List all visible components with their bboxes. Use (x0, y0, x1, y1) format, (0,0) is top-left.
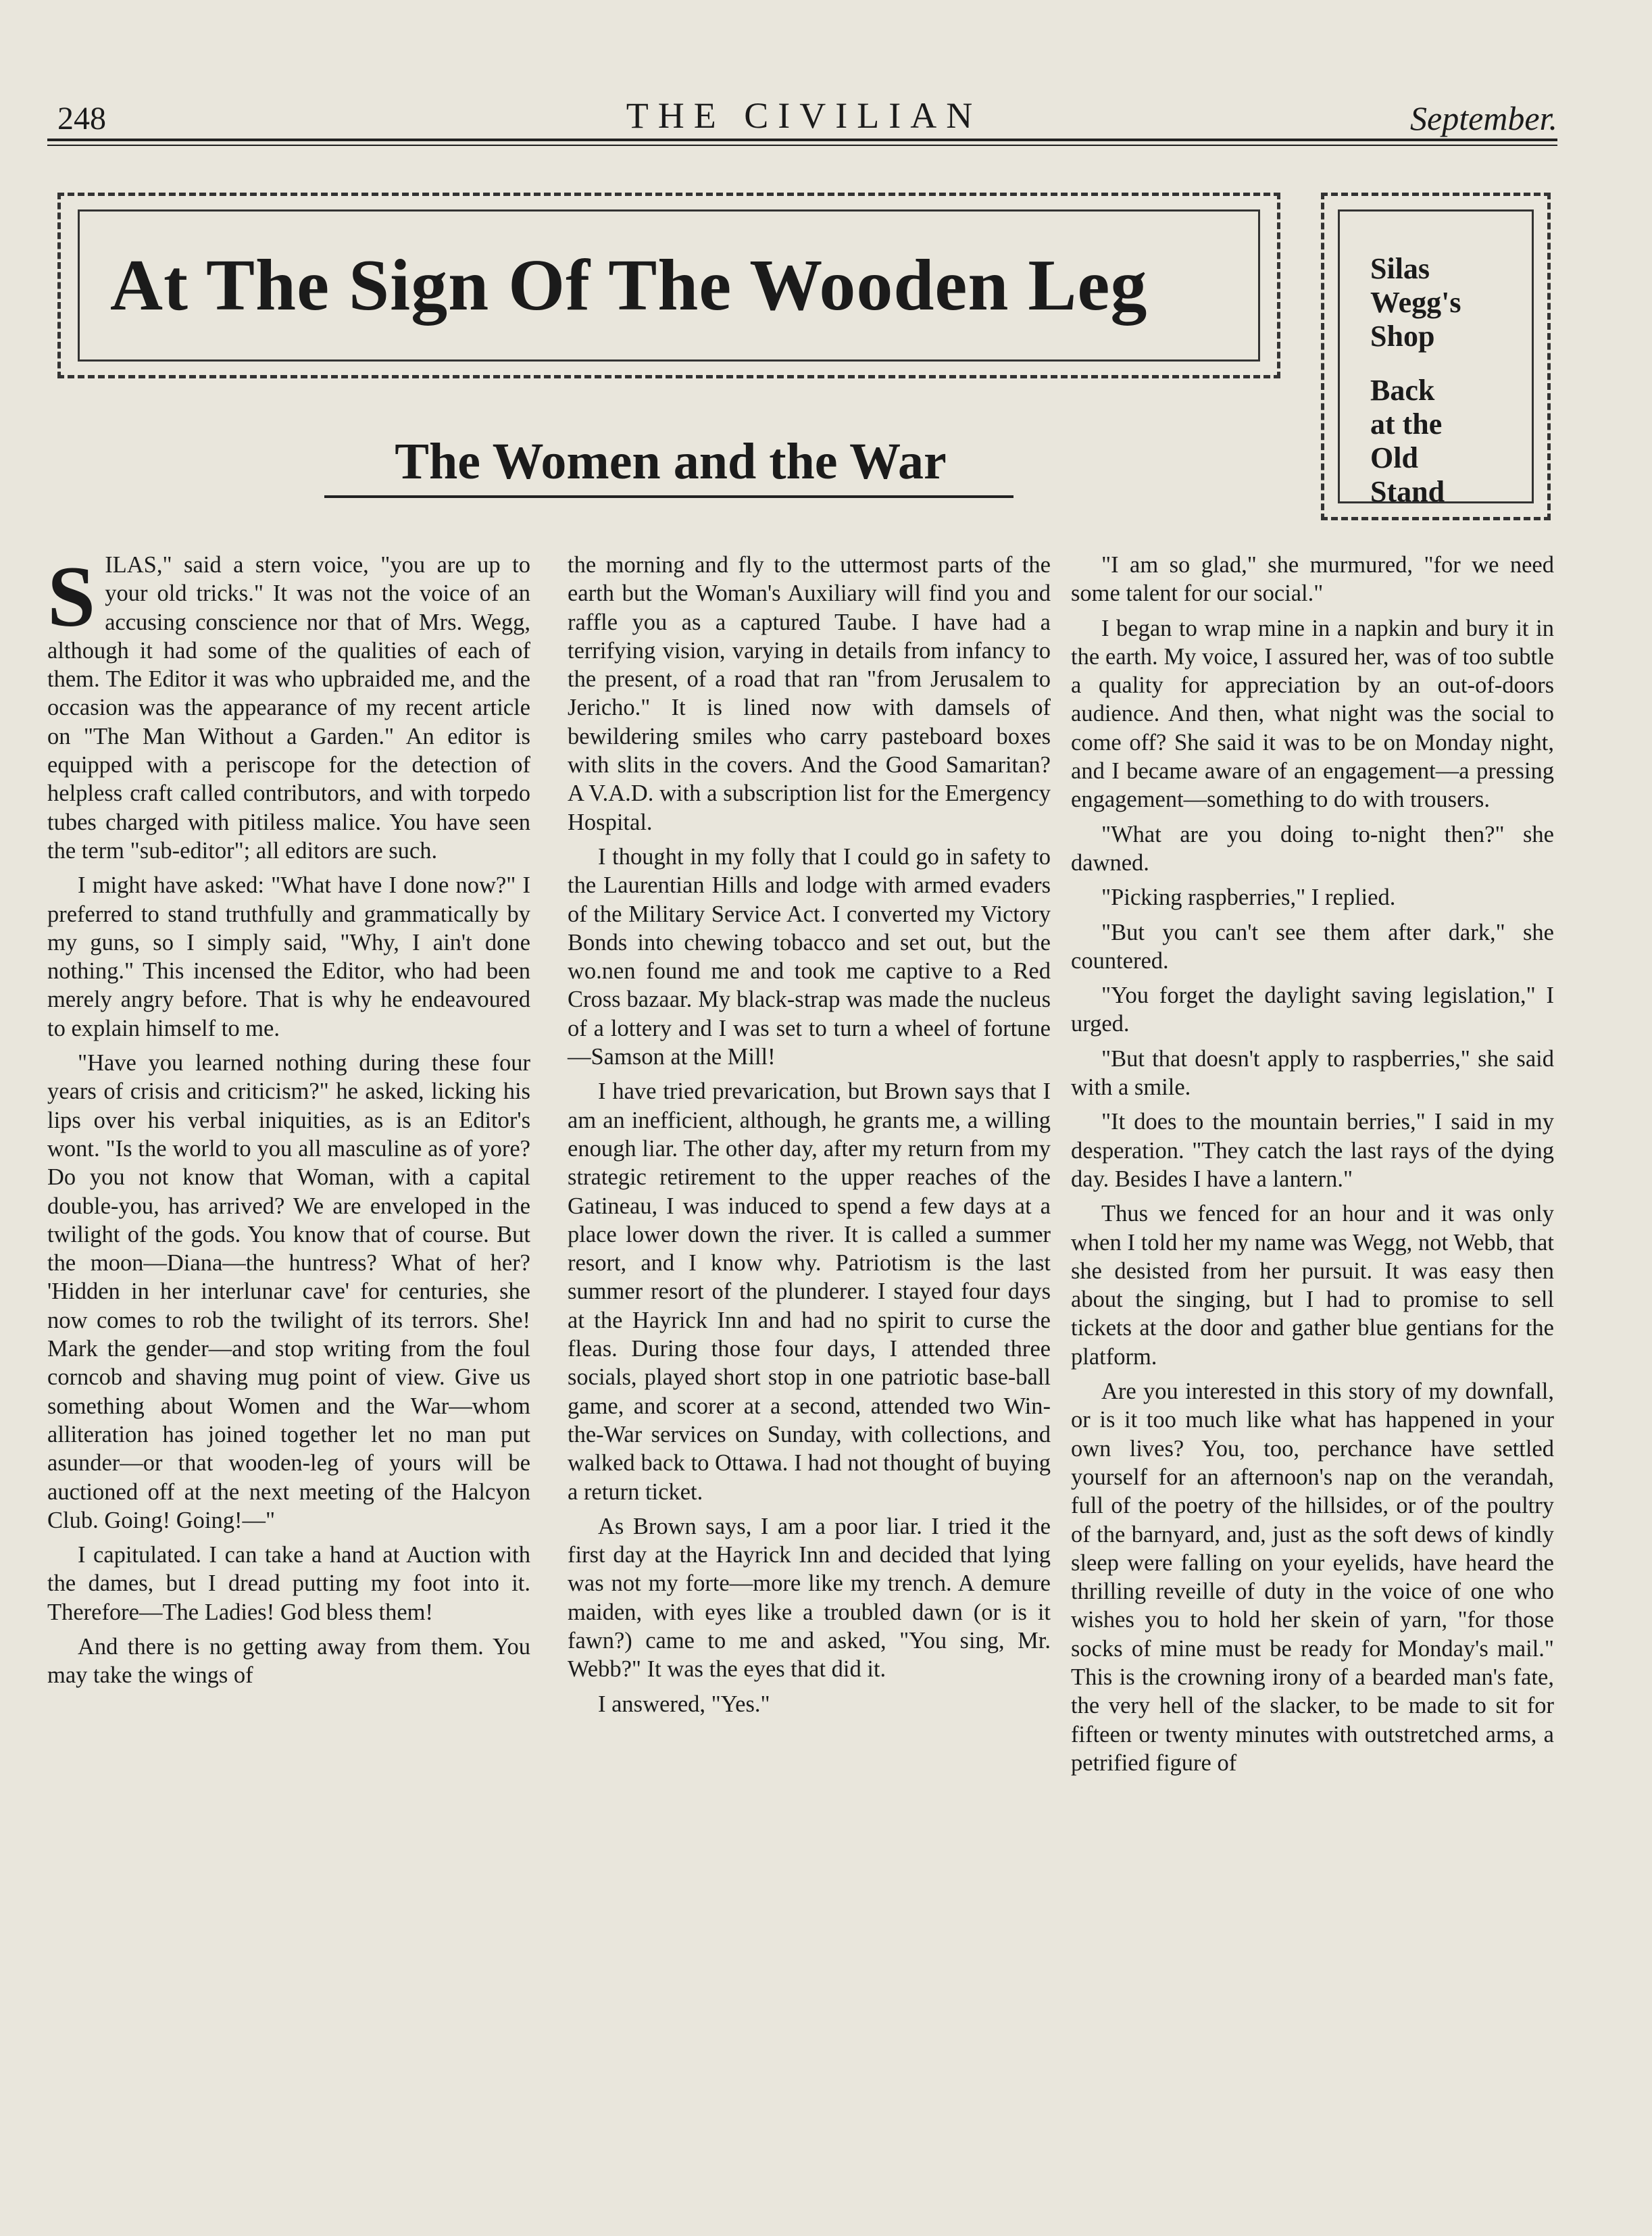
paragraph: "I am so glad," she murmured, "for we need some talent for our social." (1071, 552, 1554, 607)
paragraph: I have tried prevarication, but Brown says that I am an inefficient, although, he grants me, a willing enough liar. The other day, after my return from my strategic retirement to the upper reaches of the Gatineau, I was induced to spend a few days at a place lower down the river. It is called a summer resort, and I know why. Patriotism is the last summer resort of the plunderer. I stayed four days at the Hayrick Inn and had no spirit to curse the fleas. During those four days, I attended three socials, played short stop in one patriotic base-ball game, and scorer at a second, attended two Win-the-War services on Sunday, with collections, and walked back to Ottawa. I had not thought of buying a return ticket. (568, 1078, 1051, 1505)
opening-paragraph (47, 551, 530, 865)
page-number: 248 (57, 101, 106, 136)
paragraph: And there is no getting away from them. You may take the wings of (47, 1633, 530, 1689)
column-title-box (57, 193, 1280, 378)
paragraph: "You forget the daylight saving legislation," I urged. (1071, 983, 1554, 1037)
article-column-2 (568, 551, 1051, 1724)
header-rule-top (47, 139, 1557, 141)
paragraph: "What are you doing to-night then?" she dawned. (1071, 821, 1554, 876)
sidebar-line: Wegg's (1370, 286, 1461, 319)
paragraph: "But you can't see them after dark," she countered. (1071, 919, 1554, 974)
article-title-underline (324, 495, 1013, 498)
article-column-1 (47, 551, 530, 1696)
sidebar-line: Stand (1370, 475, 1445, 508)
page-header (51, 95, 1557, 142)
sidebar-frame (1338, 209, 1534, 508)
paragraph: I answered, "Yes." (598, 1691, 770, 1717)
paragraph: Are you interested in this story of my downfall, or is it too much like what has happened in your own lives? You, too, perchance have settled yourself for an afternoon's nap on the verandah, full of the poetry of the hillsides, or of the poultry of the barnyard, and, just as the soft dews of kindly sleep were falling on your eyelids, have heard the thrilling reveille of duty in the voice of one who wishes you to hold her skein of yarn, "for those socks of mine must be ready for Monday's mail." This is the crowning irony of a bearded man's fate, the very hell of the slacker, to be made to sit for fifteen or twenty minutes with outstretched arms, a petrified figure of (1071, 1378, 1554, 1776)
paragraph: "Have you learned nothing during these four years of crisis and criticism?" he asked, licking his lips over his verbal iniquities, as is an Editor's wont. "Is the world to you all masculine as of yore? Do you not know that Woman, with a capital double-you, has arrived? We are enveloped in the twilight of the gods. You know that of course. But the moon—Diana—the huntress? What of her? 'Hidden in her interlunar cave' for centuries, she now comes to rob the twilight of its terrors. She! Mark the gender—and stop writing from the foul corncob and shaving mug point of view. Give us something about Women and the War—whom alliteration has joined together let no man put asunder—or that wooden-leg of yours will be auctioned off at the next meeting of the Halcyon Club. Going! Going!—" (47, 1050, 530, 1533)
paragraph-continued: the morning and fly to the uttermost parts of the earth but the Woman's Auxiliary will find you and raffle you as a captured Taube. I have had a terrifying vision, varying in details from infancy to the present, of a road that ran "from Jerusalem to Jericho." It is lined now with damsels of bewildering smiles who carry pasteboard boxes with slits in the covers. And the Good Samaritan? A V.A.D. with a subscription list for the Emergency Hospital. (568, 552, 1051, 835)
paragraph: Thus we fenced for an hour and it was only when I told her my name was Wegg, not Webb, that she desisted from her pursuit. It was easy then about the singing, but I had to promise to sell tickets at the door and gather blue gentians for the platform. (1071, 1201, 1554, 1370)
paragraph: I thought in my folly that I could go in safety to the Laurentian Hills and lodge with armed evaders of the Military Service Act. I converted my Victory Bonds into chewing tobacco and set out, but the wo.nen found me and took me captive to a Red Cross bazaar. My black-strap was made the nucleus of a lottery and I was set to turn a wheel of fortune—Samson at the Mill! (568, 843, 1051, 1070)
sidebar-line: Old (1370, 441, 1418, 474)
article-column-3 (1071, 551, 1554, 1783)
column-title-frame (78, 209, 1260, 362)
header-rule-bottom (47, 145, 1557, 146)
sidebar-line: Back (1370, 374, 1435, 407)
paragraph: I began to wrap mine in a napkin and bury it in the earth. My voice, I assured her, was of too subtle a quality for appreciation by an out-of-doors audience. And then, what night was the social to come off? She said it was to be on Monday night, and I became aware of an engagement—a pressing engagement—something to do with trousers. (1071, 615, 1554, 813)
opening-paragraph-text: ILAS," said a stern voice, "you are up to your old tricks." It was not the voice of an accusing conscience nor that of Mrs. Wegg, although it had some of the qualities of each of them. The Editor it was who upbraided me, and the occasion was the appearance of my recent article on "The Man Without a Garden." An editor is equipped with a periscope for the detection of helpless craft called contributors, and with torpedo tubes charged with pitiless malice. You have seen the term "sub-editor"; all editors are such. (47, 552, 530, 864)
sidebar-shop-name (1370, 252, 1461, 353)
paragraph: "It does to the mountain berries," I said in my desperation. "They catch the last rays of the dying day. Besides I have a lantern." (1071, 1109, 1554, 1192)
sidebar-back-at-old-stand (1370, 374, 1445, 509)
paragraph: As Brown says, I am a poor liar. I tried it the first day at the Hayrick Inn and decided that lying was not my forte—more like my trench. A demure maiden, with eyes like a troubled dawn (or is it fawn?) came to me and asked, "You sing, Mr. Webb?" It was the eyes that did it. (568, 1513, 1051, 1683)
sidebar-line: Shop (1370, 320, 1435, 353)
paragraph: I might have asked: "What have I done now?" I preferred to stand truthfully and grammatically by my guns, so I simply said, "Why, I ain't done nothing." This incensed the Editor, who had been merely angry before. That is why he endeavoured to explain himself to me. (47, 872, 530, 1041)
journal-title: THE CIVILIAN (626, 95, 982, 136)
paragraph: I capitulated. I can take a hand at Auction with the dames, but I dread putting my foot into it. Therefore—The Ladies! God bless them! (47, 1542, 530, 1625)
column-title: At The Sign Of The Wooden Leg (110, 245, 1148, 326)
paragraph: "But that doesn't apply to raspberries," she said with a smile. (1071, 1045, 1554, 1101)
article-title: The Women and the War (395, 433, 947, 490)
issue-month: September. (1410, 99, 1557, 137)
drop-cap: S (47, 549, 96, 645)
sidebar-line: at the (1370, 407, 1443, 441)
sidebar-box (1321, 193, 1551, 520)
paragraph: "Picking raspberries," I replied. (1101, 885, 1396, 911)
sidebar-line: Silas (1370, 252, 1430, 285)
